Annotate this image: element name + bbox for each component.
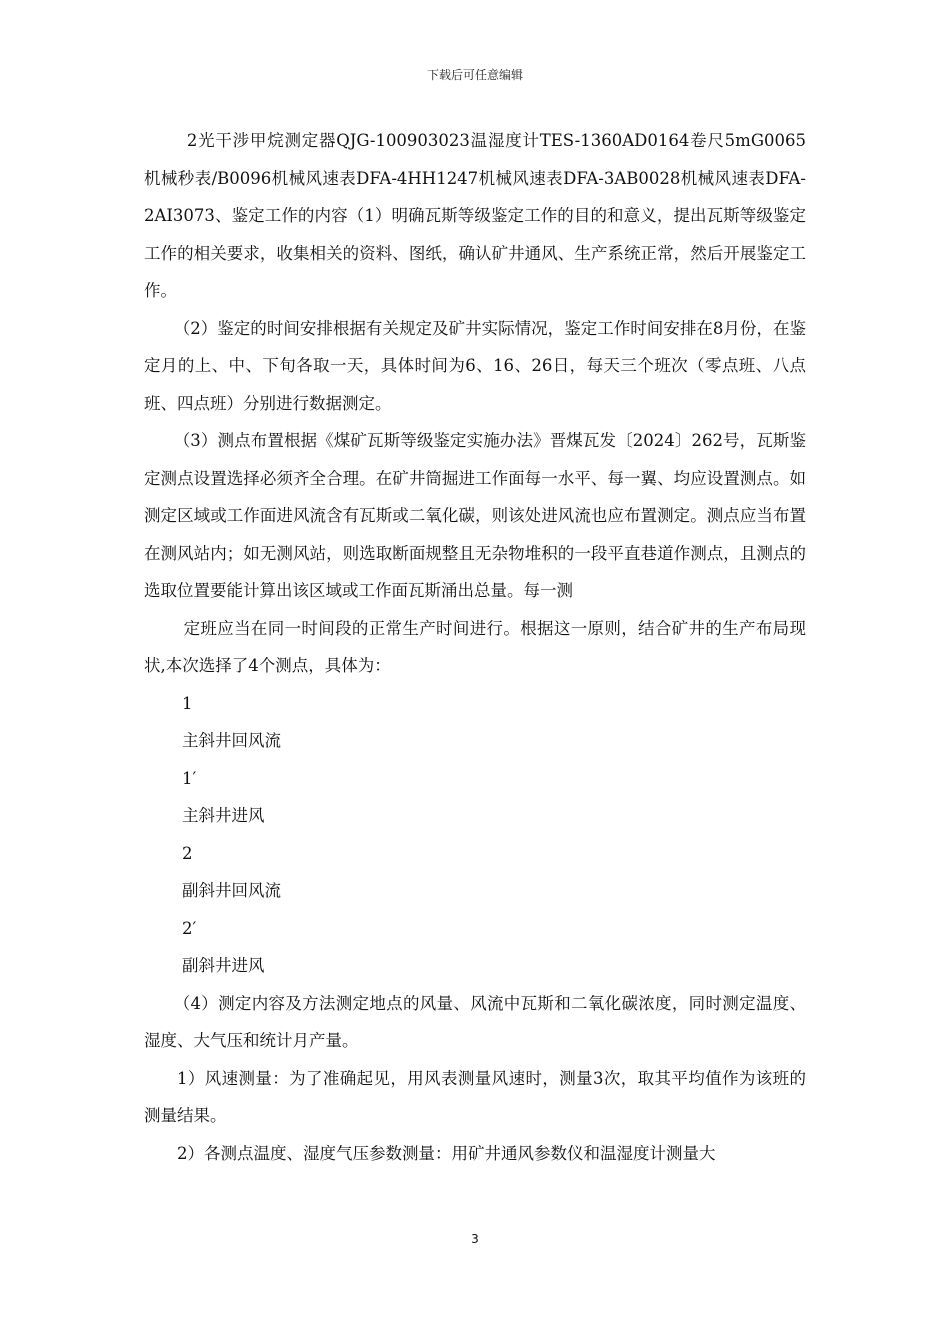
paragraph-time-schedule: （2）鉴定的时间安排根据有关规定及矿井实际情况，鉴定工作时间安排在8月份，在鉴定月的上、中、下旬各取一天，具体时间为6、16、26日，每天三个班次（零点班、八点班、四点班）分别进行数据测定。: [144, 318, 806, 413]
point-number: 1′: [182, 768, 197, 788]
paragraph-temperature-humidity: 2）各测点温度、湿度气压参数测量：用矿井通风参数仪和温湿度计测量大: [177, 1143, 716, 1163]
point-name: 主斜井进风: [182, 806, 265, 825]
document-body: [144, 122, 806, 1172]
point-name: 主斜井回风流: [182, 731, 281, 750]
paragraph-point-layout: （3）测点布置根据《煤矿瓦斯等级鉴定实施办法》晋煤瓦发〔2024〕262号，瓦斯鉴定测点设置选择必须齐全合理。在矿井筒掘进工作面每一水平、每一翼、均应设置测点。如测定区域或工作面进风流含有瓦斯或二氧化碳，则该处进风流也应布置测定。测点应当布置在测风站内；如无测风站，则选取断面规整且无杂物堆积的一段平直巷道作测点，且测点的选取位置要能计算出该区域或工作面瓦斯涌出总量。每一测: [144, 431, 806, 600]
paragraph-measurement-content: （4）测定内容及方法测定地点的风量、风流中瓦斯和二氧化碳浓度，同时测定温度、湿度、大气压和统计月产量。: [144, 993, 806, 1050]
paragraph-shift-note: 定班应当在同一时间段的正常生产时间进行。根据这一原则，结合矿井的生产布局现状,本次选择了4个测点，具体为：: [144, 618, 806, 675]
point-number: 2′: [182, 918, 197, 938]
page-number: 3: [471, 1232, 479, 1246]
point-name: 副斜井回风流: [182, 881, 281, 900]
point-number: 2: [182, 843, 193, 863]
point-name: 副斜井进风: [182, 956, 265, 975]
page-header: 下载后可任意编辑: [426, 68, 523, 82]
point-number: 1: [182, 693, 193, 713]
paragraph-wind-speed: 1）风速测量：为了准确起见，用风表测量风速时，测量3次，取其平均值作为该班的测量结果。: [144, 1068, 806, 1125]
paragraph-instruments: 2光干涉甲烷测定器QJG-100903023温湿度计TES-1360AD0164卷尺5mG0065机械秒表/B0096机械风速表DFA-4HH1247机械风速表DFA-3AB0028机械风速表DFA-2AI3073、鉴定工作的内容（1）明确瓦斯等级鉴定工作的目的和意义，提出瓦斯等级鉴定工作的相关要求，收集相关的资料、图纸，确认矿井通风、生产系统正常，然后开展鉴定工作。: [144, 131, 806, 300]
